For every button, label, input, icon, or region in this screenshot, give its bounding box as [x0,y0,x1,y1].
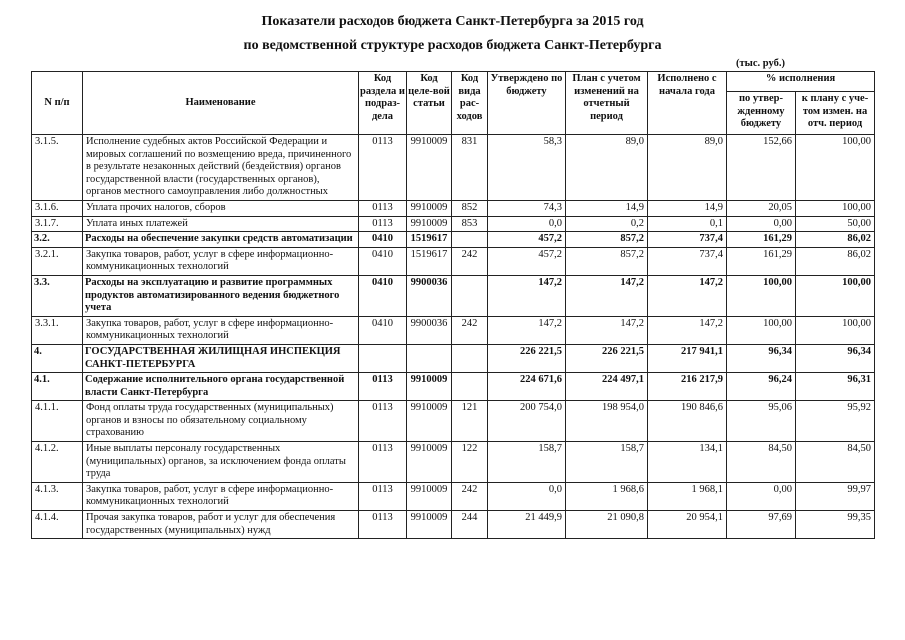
header-statya: Код целе-вой статьи [407,72,452,135]
cell-pct-approved: 96,34 [727,344,796,372]
cell-pct-approved: 152,66 [727,135,796,201]
cell-done: 0,1 [648,216,727,232]
cell-statya: 9900036 [407,275,452,316]
cell-statya: 1519617 [407,232,452,248]
cell-pct-approved: 161,29 [727,232,796,248]
cell-razdel: 0113 [359,200,407,216]
cell-approved: 21 449,9 [488,511,566,539]
cell-pct-plan: 100,00 [796,316,875,344]
cell-done: 190 846,6 [648,401,727,442]
header-plan: План с учетом изменений на отчетный период [566,72,648,135]
cell-done: 217 941,1 [648,344,727,372]
table-row [32,247,875,275]
cell-statya: 9910009 [407,482,452,510]
cell-pct-plan: 99,35 [796,511,875,539]
table-row [32,135,875,201]
cell-name: Уплата прочих налогов, сборов [83,200,359,216]
cell-pct-plan: 96,34 [796,344,875,372]
cell-vid [452,344,488,372]
cell-plan: 857,2 [566,247,648,275]
cell-razdel: 0410 [359,275,407,316]
table-row [32,200,875,216]
cell-num: 3.1.5. [32,135,83,201]
header-pct-approved: по утвер-жденному бюджету [727,92,796,135]
cell-pct-approved: 0,00 [727,216,796,232]
cell-pct-approved: 20,05 [727,200,796,216]
cell-name: Содержание исполнительного органа государственной власти Санкт-Петербурга [83,373,359,401]
cell-razdel: 0113 [359,401,407,442]
table-row [32,482,875,510]
cell-approved: 457,2 [488,247,566,275]
cell-pct-approved: 161,29 [727,247,796,275]
cell-num: 4.1.4. [32,511,83,539]
cell-statya: 9910009 [407,200,452,216]
cell-razdel: 0113 [359,373,407,401]
cell-pct-approved: 0,00 [727,482,796,510]
cell-name: Расходы на эксплуатацию и развитие программных продуктов автоматизированного ведения бюджетного учета [83,275,359,316]
cell-done: 737,4 [648,247,727,275]
cell-vid: 242 [452,482,488,510]
cell-vid [452,275,488,316]
cell-pct-plan: 86,02 [796,232,875,248]
header-pct-group: % исполнения [727,72,875,92]
cell-num: 4.1.3. [32,482,83,510]
cell-name: ГОСУДАРСТВЕННАЯ ЖИЛИЩНАЯ ИНСПЕКЦИЯ САНКТ-ПЕТЕРБУРГА [83,344,359,372]
cell-num: 3.3. [32,275,83,316]
cell-plan: 224 497,1 [566,373,648,401]
cell-pct-approved: 84,50 [727,442,796,483]
cell-vid: 244 [452,511,488,539]
header-razdel: Код раздела и подраз-дела [359,72,407,135]
header-name: Наименование [83,72,359,135]
cell-num: 4.1.2. [32,442,83,483]
cell-plan: 1 968,6 [566,482,648,510]
cell-pct-plan: 100,00 [796,275,875,316]
units-label: (тыс. руб.) [736,58,785,69]
cell-approved: 58,3 [488,135,566,201]
table-row [32,442,875,483]
cell-vid: 831 [452,135,488,201]
cell-plan: 158,7 [566,442,648,483]
cell-razdel: 0113 [359,135,407,201]
cell-pct-approved: 97,69 [727,511,796,539]
cell-approved: 0,0 [488,216,566,232]
cell-plan: 147,2 [566,316,648,344]
header-num: N п/п [32,72,83,135]
cell-vid [452,232,488,248]
cell-plan: 21 090,8 [566,511,648,539]
cell-approved: 147,2 [488,275,566,316]
cell-approved: 200 754,0 [488,401,566,442]
table-body [32,135,875,539]
cell-statya: 9910009 [407,373,452,401]
cell-statya: 9910009 [407,216,452,232]
cell-done: 216 217,9 [648,373,727,401]
cell-statya: 9910009 [407,401,452,442]
cell-pct-approved: 100,00 [727,275,796,316]
budget-table [31,71,875,539]
cell-statya: 9910009 [407,511,452,539]
cell-pct-plan: 99,97 [796,482,875,510]
cell-pct-plan: 96,31 [796,373,875,401]
cell-pct-plan: 100,00 [796,135,875,201]
cell-statya: 9910009 [407,442,452,483]
cell-num: 3.2.1. [32,247,83,275]
cell-vid: 122 [452,442,488,483]
cell-pct-approved: 95,06 [727,401,796,442]
cell-razdel: 0113 [359,482,407,510]
cell-razdel [359,344,407,372]
cell-num: 3.1.7. [32,216,83,232]
cell-done: 134,1 [648,442,727,483]
cell-done: 147,2 [648,316,727,344]
cell-plan: 14,9 [566,200,648,216]
cell-pct-plan: 50,00 [796,216,875,232]
cell-razdel: 0410 [359,247,407,275]
table-row [32,344,875,372]
cell-approved: 226 221,5 [488,344,566,372]
cell-plan: 198 954,0 [566,401,648,442]
cell-vid: 853 [452,216,488,232]
header-pct-plan: к плану с уче-том измен. на отч. период [796,92,875,135]
table-row [32,232,875,248]
header-approved: Утверждено по бюджету [488,72,566,135]
cell-name: Исполнение судебных актов Российской Федерации и мировых соглашений по возмещению вреда, причиненного в результате незаконных действий (бездействия) органов государственной власти (государственных органов), органов местного самоуправления либо должностных [83,135,359,201]
cell-name: Уплата иных платежей [83,216,359,232]
cell-done: 737,4 [648,232,727,248]
cell-num: 4.1. [32,373,83,401]
cell-vid: 121 [452,401,488,442]
cell-plan: 89,0 [566,135,648,201]
cell-statya: 9910009 [407,135,452,201]
cell-plan: 0,2 [566,216,648,232]
table-row [32,511,875,539]
cell-name: Прочая закупка товаров, работ и услуг для обеспечения государственных (муниципальных) нужд [83,511,359,539]
cell-name: Закупка товаров, работ, услуг в сфере информационно-коммуникационных технологий [83,482,359,510]
cell-name: Расходы на обеспечение закупки средств автоматизации [83,232,359,248]
cell-plan: 857,2 [566,232,648,248]
cell-pct-approved: 96,24 [727,373,796,401]
header-vid: Код вида рас-ходов [452,72,488,135]
cell-approved: 147,2 [488,316,566,344]
cell-done: 89,0 [648,135,727,201]
cell-approved: 224 671,6 [488,373,566,401]
cell-approved: 0,0 [488,482,566,510]
cell-name: Закупка товаров, работ, услуг в сфере информационно-коммуникационных технологий [83,316,359,344]
cell-name: Закупка товаров, работ, услуг в сфере информационно-коммуникационных технологий [83,247,359,275]
cell-num: 3.1.6. [32,200,83,216]
table-row [32,275,875,316]
cell-pct-approved: 100,00 [727,316,796,344]
cell-razdel: 0113 [359,511,407,539]
cell-vid: 242 [452,316,488,344]
table-row [32,316,875,344]
cell-name: Фонд оплаты труда государственных (муниципальных) органов и взносы по обязательному социальному страхованию [83,401,359,442]
cell-statya [407,344,452,372]
cell-done: 20 954,1 [648,511,727,539]
cell-done: 147,2 [648,275,727,316]
table-row [32,216,875,232]
table-row [32,401,875,442]
cell-pct-plan: 86,02 [796,247,875,275]
cell-num: 4.1.1. [32,401,83,442]
cell-vid [452,373,488,401]
cell-razdel: 0410 [359,232,407,248]
cell-plan: 147,2 [566,275,648,316]
cell-vid: 242 [452,247,488,275]
cell-num: 3.2. [32,232,83,248]
cell-num: 4. [32,344,83,372]
cell-done: 1 968,1 [648,482,727,510]
cell-name: Иные выплаты персоналу государственных (муниципальных) органов, за исключением фонда оплаты труда [83,442,359,483]
cell-razdel: 0113 [359,216,407,232]
cell-approved: 457,2 [488,232,566,248]
document-title: Показатели расходов бюджета Санкт-Петербурга за 2015 год [261,14,644,29]
table-row [32,373,875,401]
cell-razdel: 0113 [359,442,407,483]
cell-statya: 9900036 [407,316,452,344]
cell-razdel: 0410 [359,316,407,344]
cell-plan: 226 221,5 [566,344,648,372]
header-done: Исполнено с начала года [648,72,727,135]
cell-pct-plan: 100,00 [796,200,875,216]
cell-vid: 852 [452,200,488,216]
cell-statya: 1519617 [407,247,452,275]
cell-pct-plan: 84,50 [796,442,875,483]
cell-num: 3.3.1. [32,316,83,344]
cell-approved: 74,3 [488,200,566,216]
cell-approved: 158,7 [488,442,566,483]
document-subtitle: по ведомственной структуре расходов бюджета Санкт-Петербурга [243,38,662,53]
cell-pct-plan: 95,92 [796,401,875,442]
cell-done: 14,9 [648,200,727,216]
